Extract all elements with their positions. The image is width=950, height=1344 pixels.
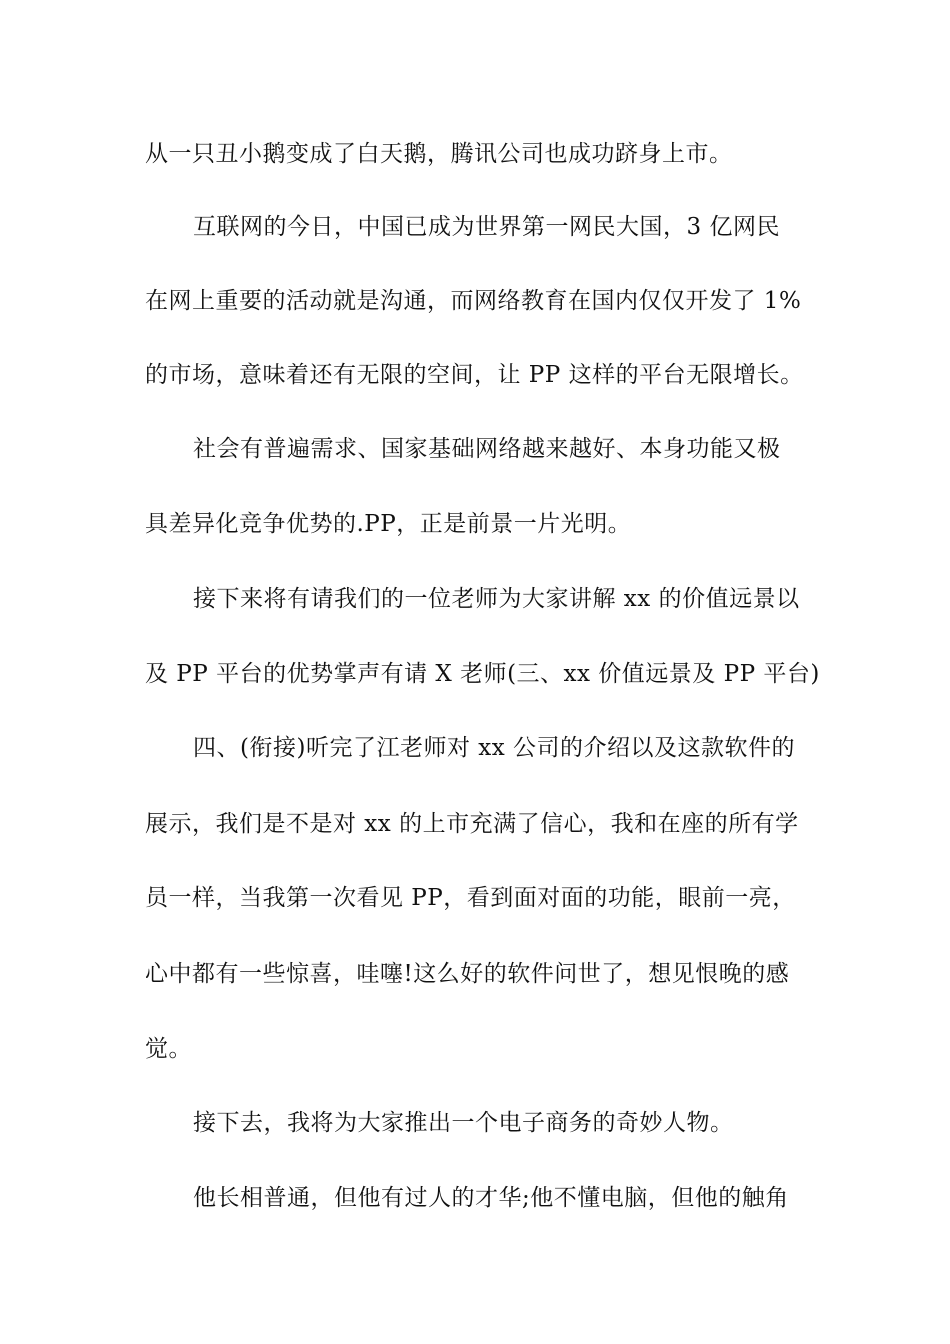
text-line: 从一只丑小鹅变成了白天鹅，腾讯公司也成功跻身上市。	[145, 141, 733, 167]
text-line: 在网上重要的活动就是沟通，而网络教育在国内仅仅开发了 1%	[145, 288, 802, 314]
text-line: 心中都有一些惊喜，哇噻!这么好的软件问世了，想见恨晚的感	[145, 961, 790, 987]
text-line: 及 PP 平台的优势掌声有请 X 老师(三、xx 价值远景及 PP 平台)	[145, 661, 820, 687]
text-line: 接下来将有请我们的一位老师为大家讲解 xx 的价值远景以	[193, 586, 800, 612]
text-line: 四、(衔接)听完了江老师对 xx 公司的介绍以及这款软件的	[193, 735, 796, 761]
text-line: 展示，我们是不是对 xx 的上市充满了信心，我和在座的所有学	[145, 811, 799, 837]
text-line: 互联网的今日，中国已成为世界第一网民大国，3 亿网民	[193, 214, 780, 240]
text-line: 员一样，当我第一次看见 PP，看到面对面的功能，眼前一亮，	[145, 885, 796, 911]
text-line: 觉。	[145, 1036, 192, 1062]
text-line: 他长相普通，但他有过人的才华;他不懂电脑，但他的触角	[193, 1185, 789, 1211]
text-line: 的市场，意味着还有无限的空间，让 PP 这样的平台无限增长。	[145, 362, 804, 388]
text-line: 社会有普遍需求、国家基础网络越来越好、本身功能又极	[193, 436, 781, 462]
text-line: 接下去，我将为大家推出一个电子商务的奇妙人物。	[193, 1110, 734, 1136]
text-line: 具差异化竞争优势的.PP，正是前景一片光明。	[145, 511, 632, 537]
